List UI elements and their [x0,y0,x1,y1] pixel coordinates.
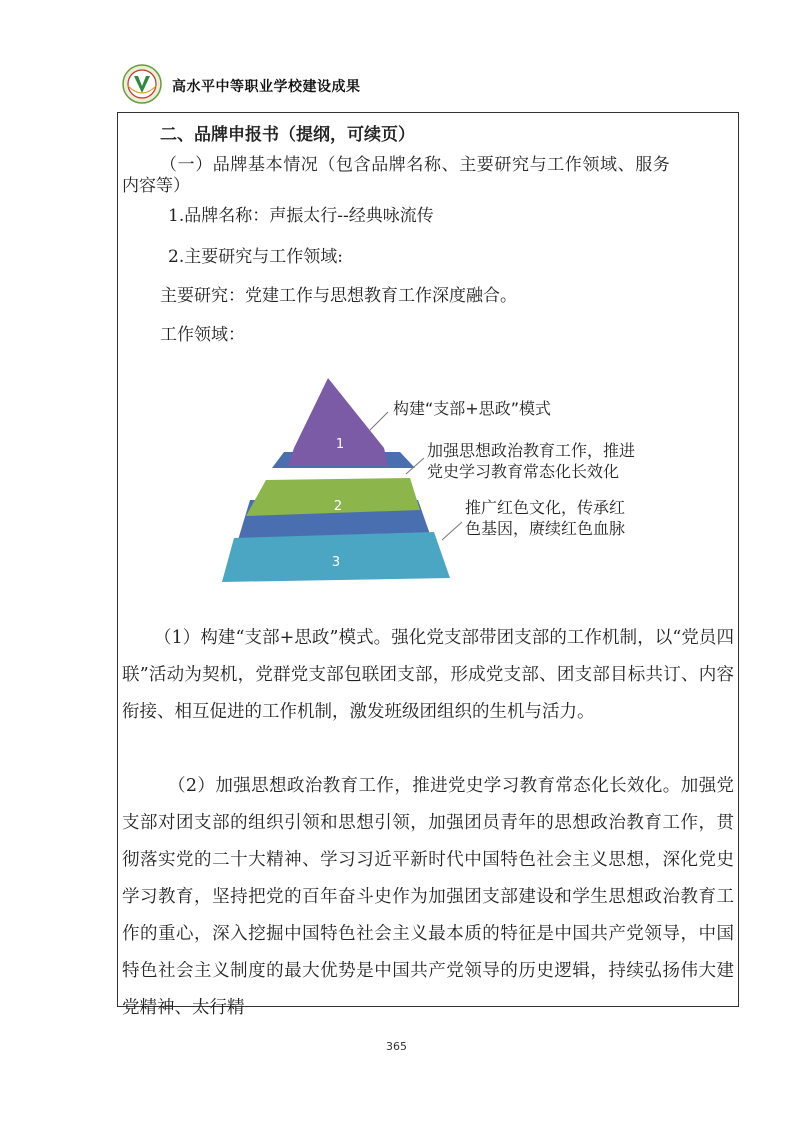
level-2-number: 2 [333,499,343,514]
section-title: 二、品牌申报书（提纲，可续页） [160,125,415,145]
level-2-label-line2: 党史学习教育常态化长效化 [427,462,620,481]
work-fields-line: 工作领域： [160,325,245,345]
main-research-line: 主要研究：党建工作与思想教育工作深度融合。 [160,286,517,306]
paragraph-2: （2）加强思想政治教育工作，推进党史学习教育常态化长效化。加强党支部对团支部的组织引领和思想引领，加强团员青年的思想政治教育工作，贯彻落实党的二十大精神、学习习近平新时代中国特色社会主义思想，深化党史学习教育，坚持把党的百年奋斗史作为加强团支部建设和学生思想政治教育工作的重心，深入挖掘中国特色社会主义最本质的特征是中国共产党领导，中国特色社会主义制度的最大优势是中国共产党领导的历史逻辑，持续弘扬伟大建党精神、太行精 [122,776,734,1018]
brand-name-item: 1.品牌名称：声振太行--经典咏流传 [168,206,434,226]
level-3-number: 3 [331,555,341,570]
connector-line-3 [442,522,462,540]
connector-line-1 [370,412,388,430]
level-2-label-line1: 加强思想政治教育工作，推进 [427,441,636,460]
subsection-heading-line2: 内容等） [122,176,190,196]
header-title: 高水平中等职业学校建设成果 [172,79,361,95]
page-header [118,62,738,108]
pyramid-level-1 [288,378,388,466]
page-number: 365 [386,1040,407,1053]
level-1-number: 1 [335,437,345,452]
level-3-label-line1: 推广红色文化，传承红 [465,498,626,517]
school-logo [122,64,162,104]
subsection-heading-line1: （一）品牌基本情况（包含品牌名称、主要研究与工作领域、服务 [160,155,671,175]
work-area-item: 2.主要研究与工作领域: [168,247,343,267]
pyramid-diagram [210,370,680,590]
level-1-label: 构建“支部+思政”模式 [393,399,551,418]
paragraph-1: （1）构建“支部+思政”模式。强化党支部带团支部的工作机制，以“党员四联”活动为契机，党群党支部包联团支部，形成党支部、团支部目标共订、内容衔接、相互促进的工作机制，激发班级团组织的生机与活力。 [122,628,734,722]
level-3-label-line2: 色基因，赓续红色血脉 [465,519,626,538]
